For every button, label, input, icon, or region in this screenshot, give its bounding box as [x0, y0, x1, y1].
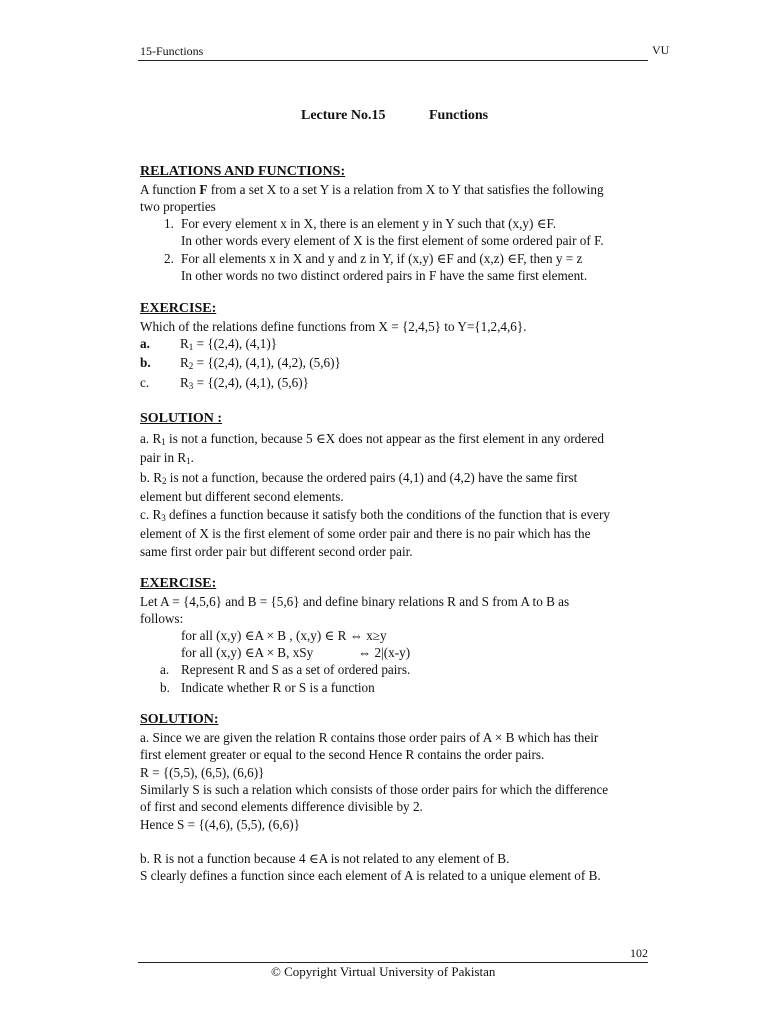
solution-2-line-1: a. Since we are given the relation R contains those order pairs of A × B which has their — [140, 730, 599, 745]
option-a-relation — [180, 336, 277, 352]
relation-symbol: R — [180, 375, 189, 390]
relation-subscript: 1 — [188, 342, 194, 352]
lecture-topic: Functions — [429, 108, 489, 123]
section-heading-solution-1: SOLUTION : — [140, 411, 223, 426]
relation-value: = {(2,4), (4,1), (4,2), (5,6)} — [193, 355, 341, 370]
header-left: 15-Functions — [140, 44, 204, 58]
intro-line-1 — [140, 181, 604, 198]
task-a-text: Represent R and S as a set of ordered pairs. — [181, 662, 411, 677]
solution-2-line-6: Hence S = {(4,6), (5,5), (6,6)} — [140, 817, 300, 832]
solution-1-c-line-3: same first order pair but different second order pair. — [140, 544, 413, 559]
option-b-label: b. — [140, 355, 151, 370]
intro-line-2: two properties — [140, 199, 216, 214]
solution-1-c-line-1 — [140, 506, 610, 527]
property-1-number: 1. — [164, 216, 174, 231]
property-1-explanation: In other words every element of X is the first element of some ordered pair of F. — [181, 233, 604, 248]
function-symbol: F — [199, 182, 208, 197]
exercise-2-line-2: follows: — [140, 611, 184, 626]
solution-1-a-line-2 — [140, 449, 194, 470]
text: pair in R — [140, 450, 187, 465]
section-heading-relations: RELATIONS AND FUNCTIONS: — [140, 164, 346, 179]
option-c-relation — [180, 375, 309, 391]
text: a. R — [140, 431, 162, 446]
section-heading-exercise-1: EXERCISE: — [140, 301, 217, 316]
solution-1-b-line-2: element but different second elements. — [140, 489, 344, 504]
subscript: 3 — [161, 513, 166, 523]
task-a-label: a. — [160, 662, 170, 677]
relation-symbol: R — [180, 355, 189, 370]
solution-1-c-line-2: element of X is the first element of some order pair and there is no pair which has the — [140, 526, 591, 541]
lecture-number: Lecture No.15 — [301, 108, 386, 123]
exercise-1-question: Which of the relations define functions from X = {2,4,5} to Y={1,2,4,6}. — [140, 319, 527, 334]
task-b-label: b. — [160, 680, 170, 695]
relation-value: = {(2,4), (4,1)} — [193, 336, 278, 351]
property-2-number: 2. — [164, 251, 174, 266]
subscript: 1 — [186, 456, 191, 466]
relation-subscript: 2 — [188, 361, 194, 371]
relation-symbol: R — [180, 336, 189, 351]
property-1-text: For every element x in X, there is an element y in Y such that (x,y) ∈F. — [181, 216, 557, 231]
section-heading-exercise-2: EXERCISE: — [140, 576, 217, 591]
solution-2-line-8: S clearly defines a function since each element of A is related to a unique element of B. — [140, 868, 601, 883]
option-c-label: c. — [140, 375, 150, 390]
solution-2-line-4: Similarly S is such a relation which consists of those order pairs for which the difference — [140, 782, 609, 797]
solution-1-b-line-1 — [140, 469, 577, 490]
intro-text: from a set X to a set Y is a relation from X to Y that satisfies the following — [207, 182, 604, 197]
property-2-text: For all elements x in X and y and z in Y, if (x,y) ∈F and (x,z) ∈F, then y = z — [181, 251, 583, 266]
relation-subscript: 3 — [188, 381, 194, 391]
text: is not a function, because the ordered pairs (4,1) and (4,2) have the same first — [166, 470, 578, 485]
relation-s-definition: for all (x,y) ∈A × B, xSy — [181, 645, 314, 660]
task-b-text: Indicate whether R or S is a function — [181, 680, 375, 695]
solution-2-line-2: first element greater or equal to the second Hence R contains the order pairs. — [140, 747, 545, 762]
text: is not a function, because 5 ∈X does not appear as the first element in any ordered — [165, 431, 604, 446]
copyright-notice: © Copyright Virtual University of Pakistan — [271, 964, 496, 979]
relation-s-condition: ⇔ 2|(x-y) — [358, 645, 411, 660]
solution-2-line-7: b. R is not a function because 4 ∈A is not related to any element of B. — [140, 851, 510, 866]
text: . — [190, 450, 194, 465]
subscript: 1 — [161, 437, 166, 447]
intro-text: A function — [140, 182, 200, 197]
footer-rule — [138, 962, 648, 963]
section-heading-solution-2: SOLUTION: — [140, 712, 219, 727]
subscript: 2 — [161, 476, 167, 486]
text: b. R — [140, 470, 162, 485]
relation-value: = {(2,4), (4,1), (5,6)} — [193, 375, 309, 390]
property-2-explanation: In other words no two distinct ordered pairs in F have the same first element. — [181, 268, 588, 283]
header-right: VU — [652, 43, 670, 57]
text: defines a function because it satisfy both the conditions of the function that is every — [165, 507, 610, 522]
header-rule — [138, 60, 648, 61]
relation-r-definition: for all (x,y) ∈A × B , (x,y) ∈ R ⇔ x≥y — [181, 628, 387, 643]
page-number: 102 — [630, 946, 648, 960]
solution-2-line-5: of first and second elements difference divisible by 2. — [140, 799, 423, 814]
text: c. R — [140, 507, 162, 522]
solution-1-a-line-1 — [140, 430, 604, 451]
solution-2-line-3: R = {(5,5), (6,5), (6,6)} — [140, 765, 265, 780]
exercise-2-line-1: Let A = {4,5,6} and B = {5,6} and define binary relations R and S from A to B as — [140, 594, 570, 609]
option-b-relation — [180, 355, 341, 371]
option-a-label: a. — [140, 336, 150, 351]
